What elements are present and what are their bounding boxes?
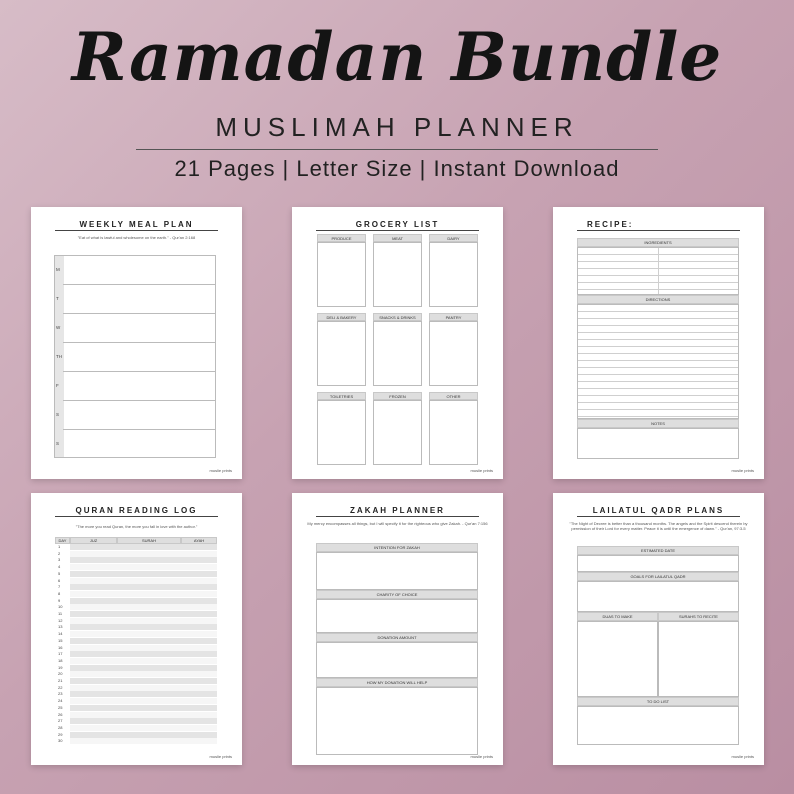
zakah-section-box [316, 687, 478, 755]
grocery-section-header: PANTRY [429, 313, 478, 321]
log-row [70, 678, 217, 684]
log-day-number: 30 [58, 738, 63, 744]
page-quote: "The Night of Decree is better than a thousand months. The angels and the Spirit descend therein by permission of their Lord for every matter. Peace it is until the emergence of dawn." - Qur'an, 97:3-5 [569, 521, 748, 531]
grocery-section-header: SNACKS & DRINKS [373, 313, 422, 321]
log-day-number: 27 [58, 718, 63, 724]
log-day-number: 13 [58, 624, 63, 630]
grocery-section-box [317, 400, 366, 465]
day-label: T [56, 295, 59, 301]
grocery-section-box [429, 321, 478, 386]
surahs-box [658, 621, 739, 697]
title-underline [55, 516, 218, 517]
goals-box [577, 581, 739, 612]
meal-plan-page [31, 207, 242, 479]
page-title: LAILATUL QADR PLANS [592, 506, 725, 515]
log-day-number: 16 [58, 644, 63, 650]
log-row [70, 705, 217, 711]
meal-row-divider [63, 313, 216, 314]
estimated-date-header: ESTIMATED DATE [577, 546, 739, 555]
ingredients-lines [577, 247, 739, 295]
log-day-number: 28 [58, 724, 63, 730]
day-label: M [56, 266, 60, 272]
log-day-number: 19 [58, 664, 63, 670]
log-row [70, 571, 217, 577]
day-label: F [56, 382, 59, 388]
log-row [70, 604, 217, 610]
log-row [70, 665, 217, 671]
log-row [70, 624, 217, 630]
todo-header: TO DO LIST [577, 697, 739, 706]
log-day-number: 23 [58, 691, 63, 697]
log-row [70, 564, 217, 570]
log-column-header: AYAH [181, 537, 217, 544]
duas-header: DUAS TO MAKE [577, 612, 658, 621]
log-row [70, 725, 217, 731]
title-underline [316, 516, 479, 517]
grocery-section-box [373, 400, 422, 465]
log-row [70, 631, 217, 637]
title-underline [55, 230, 218, 231]
brand-mark: muslie prints [470, 754, 493, 759]
brand-mark: muslie prints [470, 468, 493, 473]
day-label: S [56, 440, 60, 446]
grocery-section-box [317, 242, 366, 307]
log-day-number: 20 [58, 671, 63, 677]
page-quote: "The more you read Quran, the more you fall in love with the author." [75, 524, 198, 529]
page-quote: My mercy encompasses all things, but I will specify it for the righteous who give Zakah. - Qur'an 7:156 [307, 521, 488, 526]
log-day-number: 9 [58, 597, 61, 603]
day-label: S [56, 411, 60, 417]
bundle-subtitle: MUSLIMAH PLANNER [215, 112, 579, 142]
day-label: TH [56, 353, 62, 359]
log-day-number: 14 [58, 631, 63, 637]
grocery-list-page [292, 207, 503, 479]
todo-box [577, 706, 739, 745]
bundle-title: Ramadan Bundle [71, 18, 723, 96]
log-column-header: SURAH [117, 537, 181, 544]
notes-box [577, 428, 739, 459]
meal-row-divider [63, 284, 216, 285]
brand-mark: muslie prints [731, 754, 754, 759]
log-row [70, 712, 217, 718]
log-row [70, 618, 217, 624]
grocery-section-header: OTHER [429, 392, 478, 400]
log-day-number: 12 [58, 617, 63, 623]
log-day-number: 26 [58, 711, 63, 717]
meal-row-divider [63, 429, 216, 430]
grocery-section-box [373, 242, 422, 307]
grocery-section-header: MEAT [373, 234, 422, 242]
grocery-section-box [373, 321, 422, 386]
log-day-number: 5 [58, 570, 61, 576]
log-day-number: 8 [58, 590, 61, 596]
log-row [70, 691, 217, 697]
recipe-page [553, 207, 764, 479]
directions-header: DIRECTIONS [577, 295, 739, 304]
surahs-header: SURAHS TO RECITE [658, 612, 739, 621]
grocery-section-box [317, 321, 366, 386]
log-row [70, 578, 217, 584]
grocery-section-box [429, 242, 478, 307]
zakah-section-header: DONATION AMOUNT [316, 633, 478, 642]
log-row [70, 598, 217, 604]
log-column-header: DAY [55, 537, 70, 544]
log-row [70, 698, 217, 704]
quran-log-page [31, 493, 242, 765]
page-title: QURAN READING LOG [75, 506, 198, 515]
title-underline [577, 230, 740, 231]
log-day-number: 6 [58, 577, 61, 583]
log-day-number: 24 [58, 698, 63, 704]
day-label: W [56, 324, 61, 330]
log-row [70, 551, 217, 557]
zakah-planner-page [292, 493, 503, 765]
log-day-number: 21 [58, 678, 63, 683]
log-day-number: 25 [58, 704, 63, 710]
page-title: ZAKAH PLANNER [350, 506, 445, 515]
log-row [70, 685, 217, 691]
page-title: GROCERY LIST [355, 220, 440, 229]
grocery-section-header: DELI & BAKERY [317, 313, 366, 321]
log-row [70, 638, 217, 644]
zakah-section-header: INTENTION FOR ZAKAH [316, 543, 478, 552]
log-day-number: 11 [58, 611, 63, 616]
header-divider [136, 149, 658, 150]
directions-lines [577, 304, 739, 419]
ingredients-header: INGREDIENTS [577, 238, 739, 247]
duas-box [577, 621, 658, 697]
log-row [70, 544, 217, 550]
zakah-section-header: CHARITY OF CHOICE [316, 590, 478, 599]
goals-header: GOALS FOR LAILATUL QADR [577, 572, 739, 581]
log-day-number: 2 [58, 550, 61, 556]
log-day-number: 1 [58, 544, 61, 549]
page-quote: "Eat of what is lawful and wholesome on the earth." - Qur'an 2:168 [77, 235, 196, 240]
log-row [70, 591, 217, 597]
log-column-header: JUZ [70, 537, 117, 544]
log-row [70, 557, 217, 563]
estimated-date-box [577, 555, 739, 572]
log-day-number: 17 [58, 651, 63, 657]
log-day-number: 7 [58, 584, 61, 590]
meal-grid [54, 255, 216, 458]
title-underline [316, 230, 479, 231]
log-row [70, 658, 217, 664]
notes-header: NOTES [577, 419, 739, 428]
ingredients-divider [658, 248, 659, 294]
zakah-section-box [316, 642, 478, 678]
log-row [70, 718, 217, 724]
log-day-number: 18 [58, 657, 63, 663]
log-day-number: 10 [58, 604, 63, 610]
log-row [70, 671, 217, 677]
log-day-number: 22 [58, 684, 63, 690]
log-day-number: 3 [58, 557, 61, 563]
brand-mark: muslie prints [209, 754, 232, 759]
title-underline [577, 516, 740, 517]
log-row [70, 611, 217, 617]
log-day-number: 29 [58, 731, 63, 737]
grocery-section-header: DAIRY [429, 234, 478, 242]
brand-mark: muslie prints [209, 468, 232, 473]
log-row [70, 651, 217, 657]
page-title: RECIPE: [587, 220, 634, 229]
log-day-number: 15 [58, 637, 63, 643]
grocery-section-header: FROZEN [373, 392, 422, 400]
zakah-section-header: HOW MY DONATION WILL HELP [316, 678, 478, 687]
page-title: WEEKLY MEAL PLAN [79, 220, 194, 229]
zakah-section-box [316, 552, 478, 590]
qadr-plans-page [553, 493, 764, 765]
zakah-section-box [316, 599, 478, 633]
grocery-section-header: PRODUCE [317, 234, 366, 242]
meal-row-divider [63, 342, 216, 343]
log-row [70, 584, 217, 590]
log-row [70, 738, 217, 744]
bundle-specs: 21 Pages | Letter Size | Instant Download [174, 156, 620, 181]
meal-row-divider [63, 400, 216, 401]
brand-mark: muslie prints [731, 468, 754, 473]
log-row [70, 732, 217, 738]
log-day-number: 4 [58, 564, 61, 570]
log-row [70, 645, 217, 651]
meal-row-divider [63, 371, 216, 372]
grocery-section-header: TOILETRIES [317, 392, 366, 400]
grocery-section-box [429, 400, 478, 465]
